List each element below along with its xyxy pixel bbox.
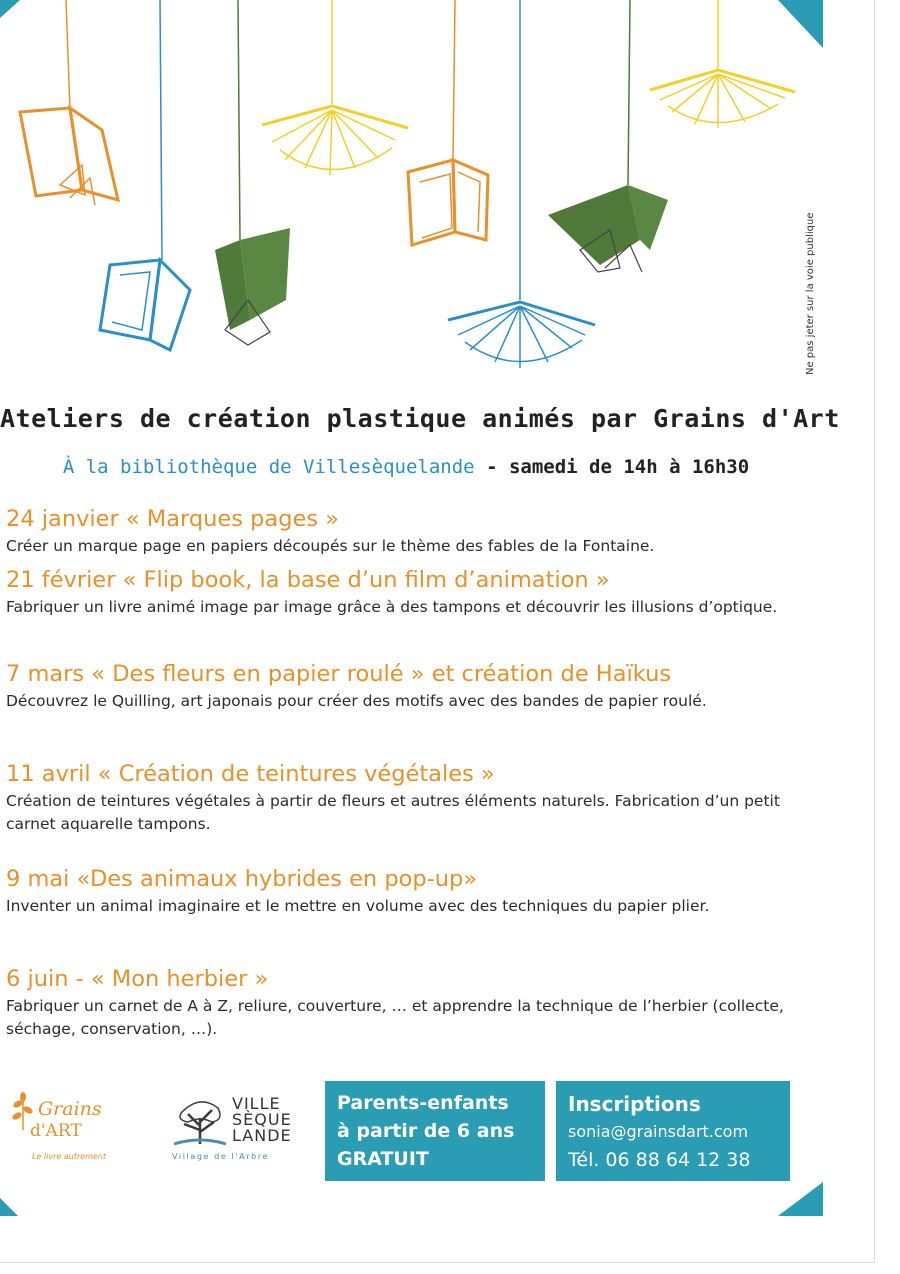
book-blue-left-icon	[100, 260, 190, 350]
audience-info-box	[325, 1081, 545, 1181]
workshop-item	[6, 658, 786, 713]
workshop-item	[6, 564, 786, 619]
workshop-title: 21 février « Flip book, la base d’un film d’animation »	[6, 567, 610, 593]
workshop-description: Fabriquer un livre animé image par image grâce à des tampons et découvrir les illusions d’optique.	[6, 598, 778, 616]
book-green-right-icon	[548, 185, 668, 272]
page-subtitle	[0, 456, 812, 478]
grains-logo-sub: d'ART	[30, 1121, 82, 1141]
corner-triangle-bottom-left-icon	[0, 1198, 18, 1216]
corner-triangles-bottom	[0, 1180, 875, 1270]
page-title: Ateliers de création plastique animés par Grains d'Art	[0, 404, 840, 433]
price-line: GRATUIT	[337, 1148, 429, 1170]
book-green-left-icon	[215, 228, 290, 345]
subtitle-place: À la bibliothèque de Villesèquelande	[62, 456, 475, 478]
ville-logo-line3: LANDE	[232, 1126, 292, 1145]
workshop-title: 11 avril « Création de teintures végétales »	[6, 761, 495, 787]
grains-logo-tagline: Le livre autrement	[32, 1152, 107, 1161]
registration-title: Inscriptions	[568, 1092, 701, 1116]
ville-logo-line1: VILLE	[232, 1094, 281, 1113]
disposal-notice: Ne pas jeter sur la voie publique	[805, 212, 816, 375]
book-blue-center-icon	[448, 302, 595, 368]
villesequelande-logo	[168, 1090, 308, 1170]
book-orange-left-icon	[20, 108, 118, 205]
age-line: à partir de 6 ans	[337, 1120, 515, 1142]
workshop-title: 6 juin - « Mon herbier »	[6, 966, 269, 992]
book-orange-center-icon	[408, 160, 488, 245]
tree-icon	[170, 1092, 230, 1148]
workshop-description: Fabriquer un carnet de A à Z, reliure, couverture, … et apprendre la technique de l’herbier (collecte, séchage, conservation, …).	[6, 997, 784, 1038]
registration-phone[interactable]: Tél. 06 88 64 12 38	[568, 1149, 751, 1171]
workshop-title: 7 mars « Des fleurs en papier roulé » et création de Haïkus	[6, 661, 672, 687]
hanging-books-illustration	[0, 0, 875, 380]
audience-line: Parents-enfants	[337, 1092, 509, 1114]
workshop-description: Créer un marque page en papiers découpés sur le thème des fables de la Fontaine.	[6, 537, 655, 555]
workshop-description: Découvrez le Quilling, art japonais pour créer des motifs avec des bandes de papier roulé.	[6, 692, 707, 710]
corner-triangle-top-left-icon	[0, 0, 20, 18]
workshop-description: Inventer un animal imaginaire et le mettre en volume avec des techniques du papier plier.	[6, 897, 710, 915]
subtitle-separator: -	[474, 456, 509, 478]
book-yellow-center-icon	[262, 106, 408, 175]
registration-email[interactable]: sonia@grainsdart.com	[568, 1122, 749, 1141]
ville-logo-line2: SÈQUE	[232, 1110, 292, 1129]
ville-logo-text	[232, 1096, 292, 1144]
workshop-title: 9 mai «Des animaux hybrides en pop-up»	[6, 866, 478, 892]
workshop-item	[6, 758, 786, 836]
corner-triangle-bottom-right-icon	[778, 1182, 823, 1216]
ville-logo-tagline: Village de l'Arbre	[172, 1152, 270, 1161]
grains-logo-name: Grains	[38, 1098, 102, 1120]
page-edge-bottom	[0, 1262, 875, 1263]
book-yellow-right-icon	[650, 70, 795, 128]
workshop-title: 24 janvier « Marques pages »	[6, 506, 339, 532]
corner-triangle-top-right-icon	[778, 0, 823, 48]
workshop-item	[6, 863, 786, 918]
workshop-description: Création de teintures végétales à partir de fleurs et autres éléments naturels. Fabrication d’un petit carnet aquarelle tampons.	[6, 792, 780, 833]
registration-box	[556, 1081, 790, 1181]
page-edge-right	[874, 0, 875, 1262]
grains-dart-logo	[8, 1088, 138, 1168]
subtitle-time: samedi de 14h à 16h30	[508, 456, 750, 478]
workshop-item	[6, 963, 786, 1041]
workshop-item	[6, 503, 786, 558]
